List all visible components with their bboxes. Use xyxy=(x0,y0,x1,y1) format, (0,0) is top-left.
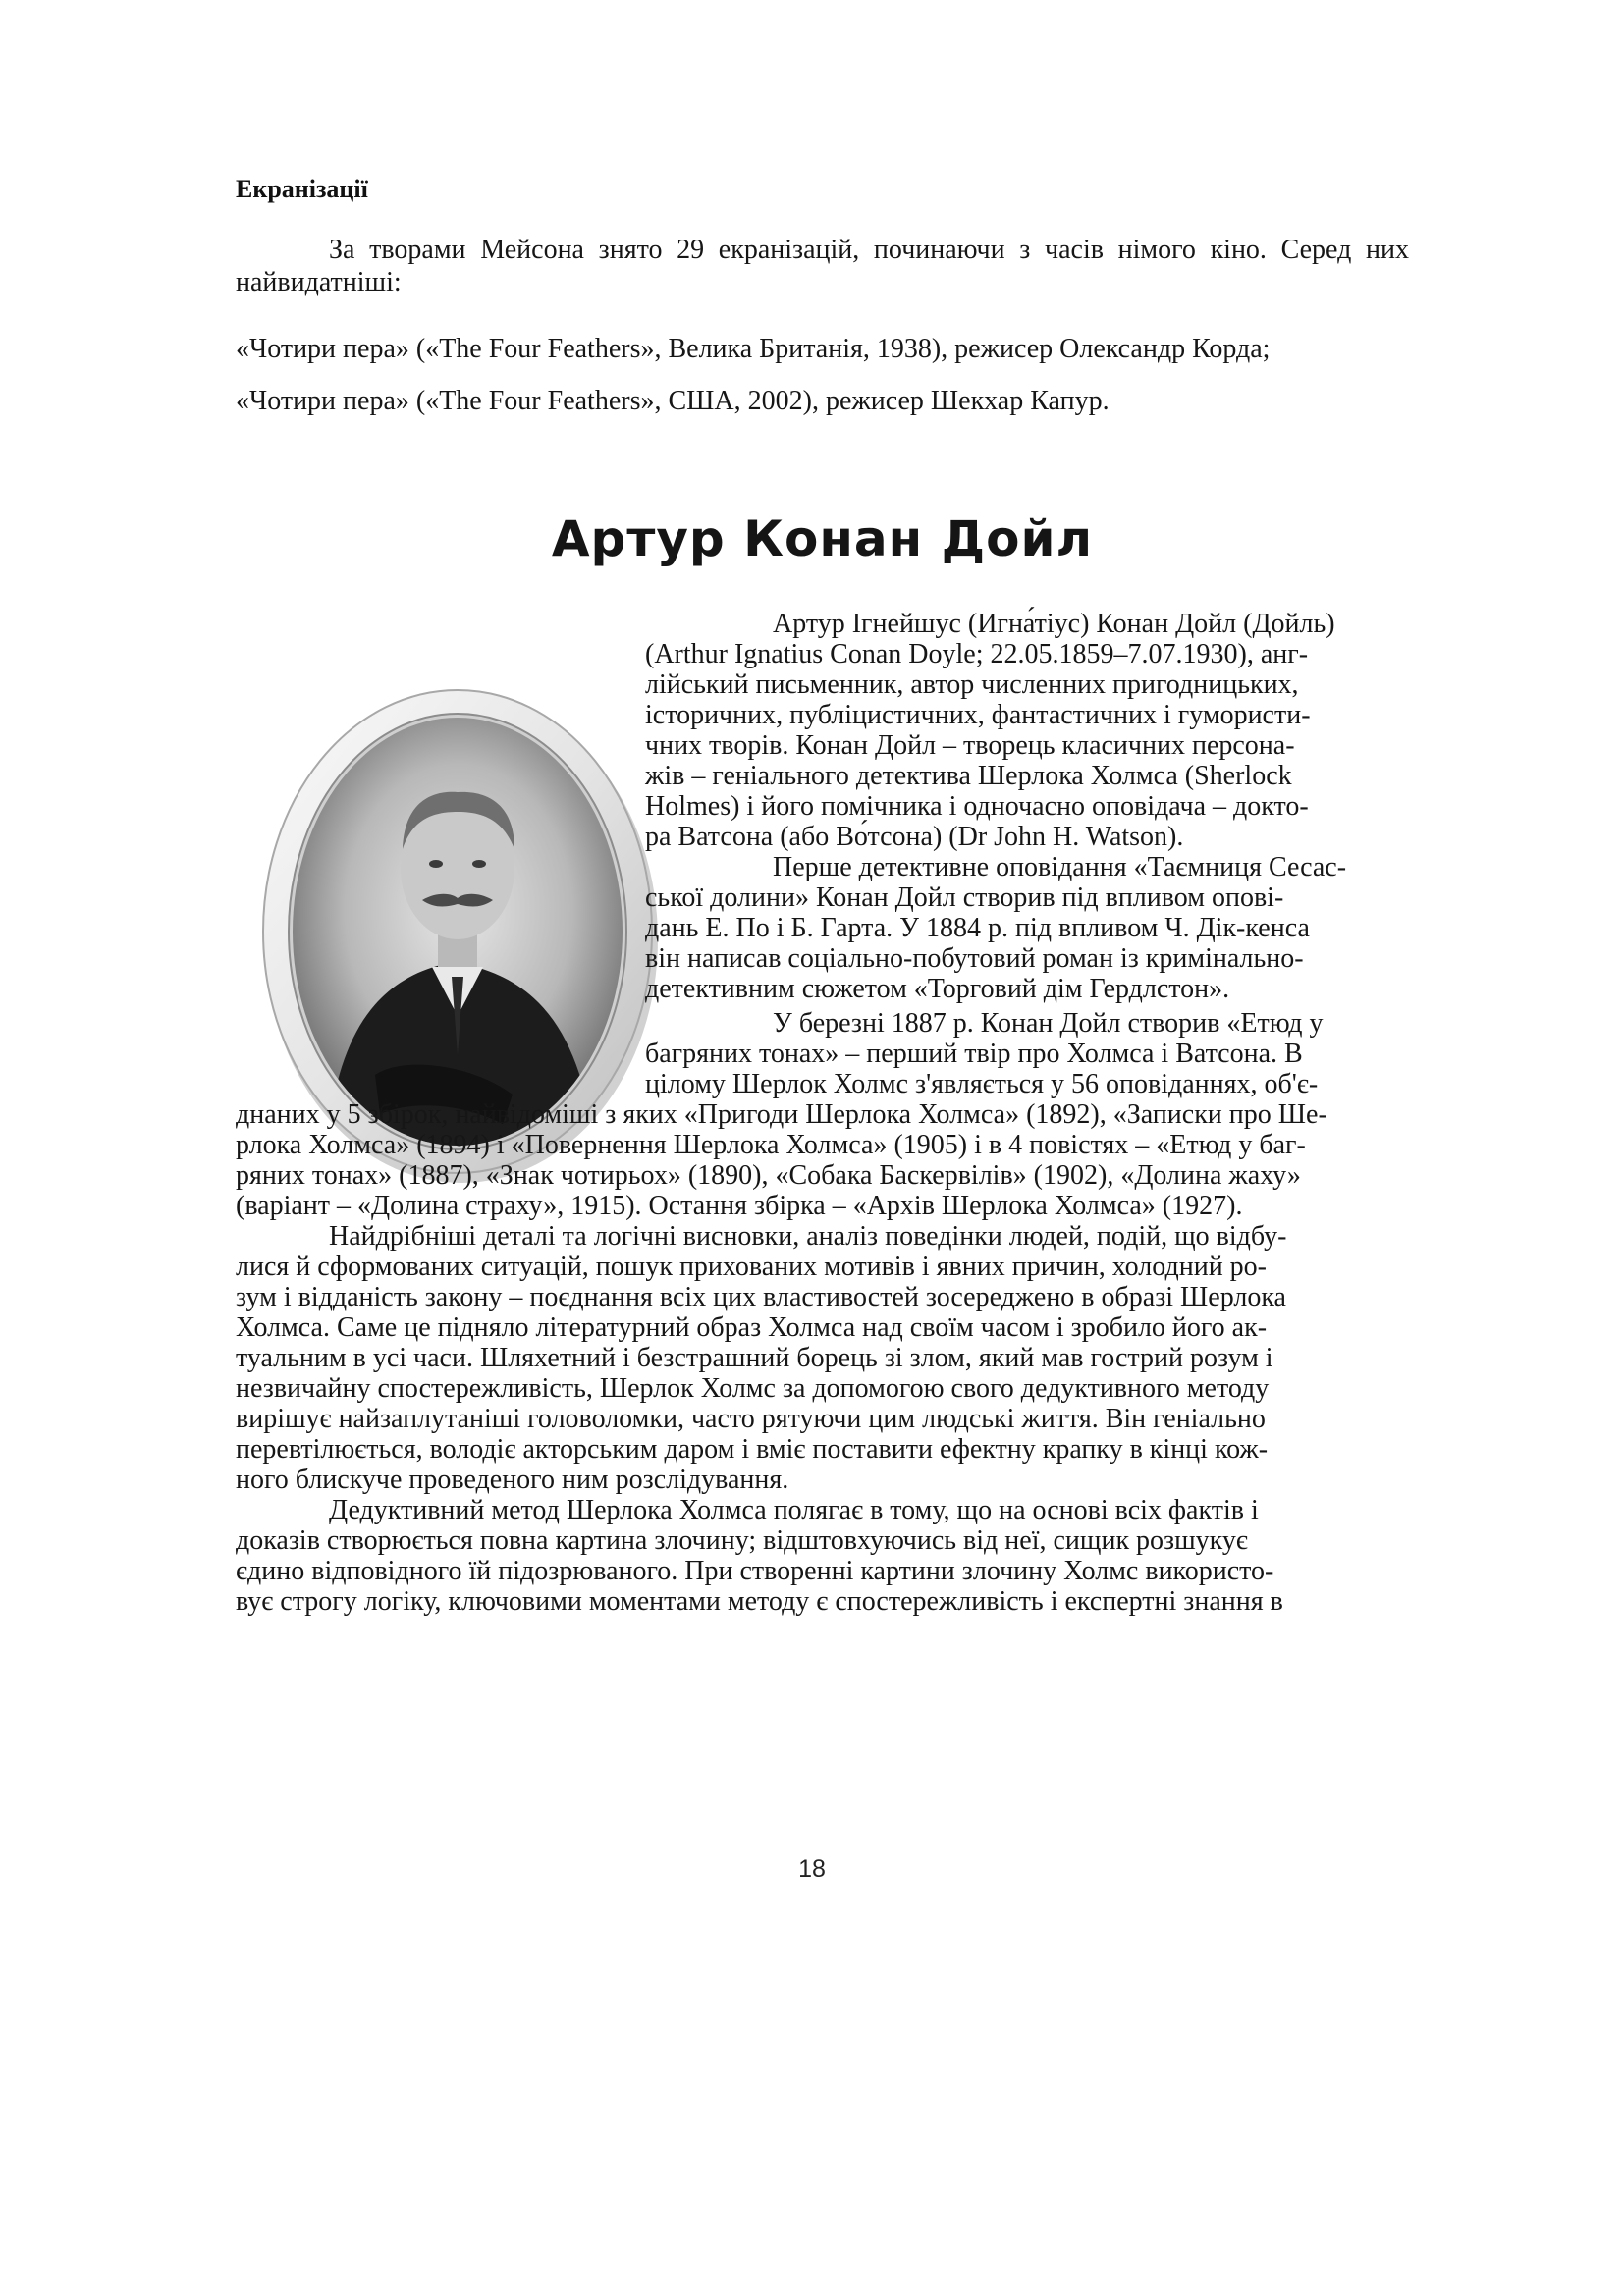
text-line: перевтілюється, володіє акторським даром і вміє поставити ефектну крапку в кінці кож- xyxy=(236,1434,1269,1465)
text-line: єдино відповідного їй підозрюваного. При створенні картини злочину Холмс використо- xyxy=(236,1556,1274,1586)
text-line: У березні 1887 р. Конан Дойл створив «Етюд у xyxy=(773,1008,1324,1039)
author-title: Артур Конан Дойл xyxy=(551,510,1094,567)
text-line: історичних, публіцистичних, фантастичних і гумористи- xyxy=(645,700,1311,730)
text-line: рлока Холмса» (1894) і «Повернення Шерлока Холмса» (1905) і в 4 повістях – «Етюд у баг- xyxy=(236,1130,1306,1160)
text-line: Перше детективне оповідання «Таємниця Сесас- xyxy=(773,852,1347,882)
text-line: ської долини» Конан Дойл створив під впливом опові- xyxy=(645,882,1284,913)
text-line: жів – геніального детектива Шерлока Холмса (Sherlock xyxy=(645,761,1292,791)
text-line: Артур Ігнейшус (Игна́тіус) Конан Дойл (Дойль) xyxy=(773,609,1335,639)
text-line: чних творів. Конан Дойл – творець класичних персона- xyxy=(645,730,1295,761)
text-line: лійський письменник, автор численних пригодницьких, xyxy=(645,669,1299,700)
paragraph-biography xyxy=(645,609,1409,852)
text-line: туальним в усі часи. Шляхетний і безстрашний борець зі злом, який мав гострий розум і xyxy=(236,1343,1273,1373)
section-heading: Екранізації xyxy=(236,175,368,203)
text-line: днаних у 5 збірок, найвідоміші з яких «Пригоди Шерлока Холмса» (1892), «Записки про Ше- xyxy=(236,1099,1327,1130)
paragraph-holmes-works-bottom xyxy=(236,1099,1409,1221)
text-line: доказів створюється повна картина злочину; відштовхуючись від неї, сищик розшукує xyxy=(236,1525,1248,1556)
text-line: незвичайну спостережливість, Шерлок Холмс за допомогою свого дедуктивного методу xyxy=(236,1373,1270,1404)
text-line: (Arthur Ignatius Conan Doyle; 22.05.1859–7.07.1930), анг- xyxy=(645,639,1309,669)
text-line: ра Ватсона (або Во́тсона) (Dr John H. Watson). xyxy=(645,822,1184,852)
text-line: він написав соціально-побутовий роман із кримінально- xyxy=(645,943,1304,974)
paragraph-holmes-character xyxy=(236,1221,1409,1495)
text-line: ного блискуче проведеного ним розслідування. xyxy=(236,1465,789,1495)
text-line: детективним сюжетом «Торговий дім Гердлстон». xyxy=(645,974,1230,1004)
text-line: лися й сформованих ситуацій, пошук прихованих мотивів і явних причин, холодний ро- xyxy=(236,1252,1267,1282)
page-number: 18 xyxy=(798,1855,826,1883)
text-line: дань Е. По і Б. Гарта. У 1884 р. під впливом Ч. Дік-кенса xyxy=(645,913,1310,943)
paragraph-deductive-method xyxy=(236,1495,1409,1617)
text-line: (варіант – «Долина страху», 1915). Остання збірка – «Архів Шерлока Холмса» (1927). xyxy=(236,1191,1243,1221)
text-line: Найдрібніші деталі та логічні висновки, аналіз поведінки людей, подій, що відбу- xyxy=(329,1221,1287,1252)
text-line: зум і відданість закону – поєднання всіх цих властивостей зосереджено в образі Шерлока xyxy=(236,1282,1286,1312)
text-line: вирішує найзаплутаніші головоломки, часто рятуючи цим людські життя. Він геніально xyxy=(236,1404,1266,1434)
text-line: Holmes) і його помічника і одночасно оповідача – докто- xyxy=(645,791,1309,822)
text-line: Холмса. Саме це підняло літературний образ Холмса над своїм часом і зробило його ак- xyxy=(236,1312,1268,1343)
film-entry-2: «Чотири пера» («The Four Feathers», США, 2002), режисер Шекхар Капур. xyxy=(236,386,1110,416)
paragraph-holmes-works-top xyxy=(645,1008,1409,1099)
text-line: багряних тонах» – перший твір про Холмса і Ватсона. В xyxy=(645,1039,1303,1069)
text-line: ряних тонах» (1887), «Знак чотирьох» (1890), «Собака Баскервілів» (1902), «Долина жаху» xyxy=(236,1160,1301,1191)
text-line: цілому Шерлок Холмс з'являється у 56 оповіданнях, об'є- xyxy=(645,1069,1319,1099)
film-entry-1: «Чотири пера» («The Four Feathers», Велика Британія, 1938), режисер Олександр Корда; xyxy=(236,334,1271,364)
intro-paragraph: За творами Мейсона знято 29 екранізацій, починаючи з часів німого кіно. Серед них найвидатніші: xyxy=(236,235,1409,297)
paragraph-first-story xyxy=(645,852,1409,1004)
text-line: Дедуктивний метод Шерлока Холмса полягає в тому, що на основі всіх фактів і xyxy=(329,1495,1259,1525)
text-line: вує строгу логіку, ключовими моментами методу є спостережливість і експертні знання в xyxy=(236,1586,1283,1617)
